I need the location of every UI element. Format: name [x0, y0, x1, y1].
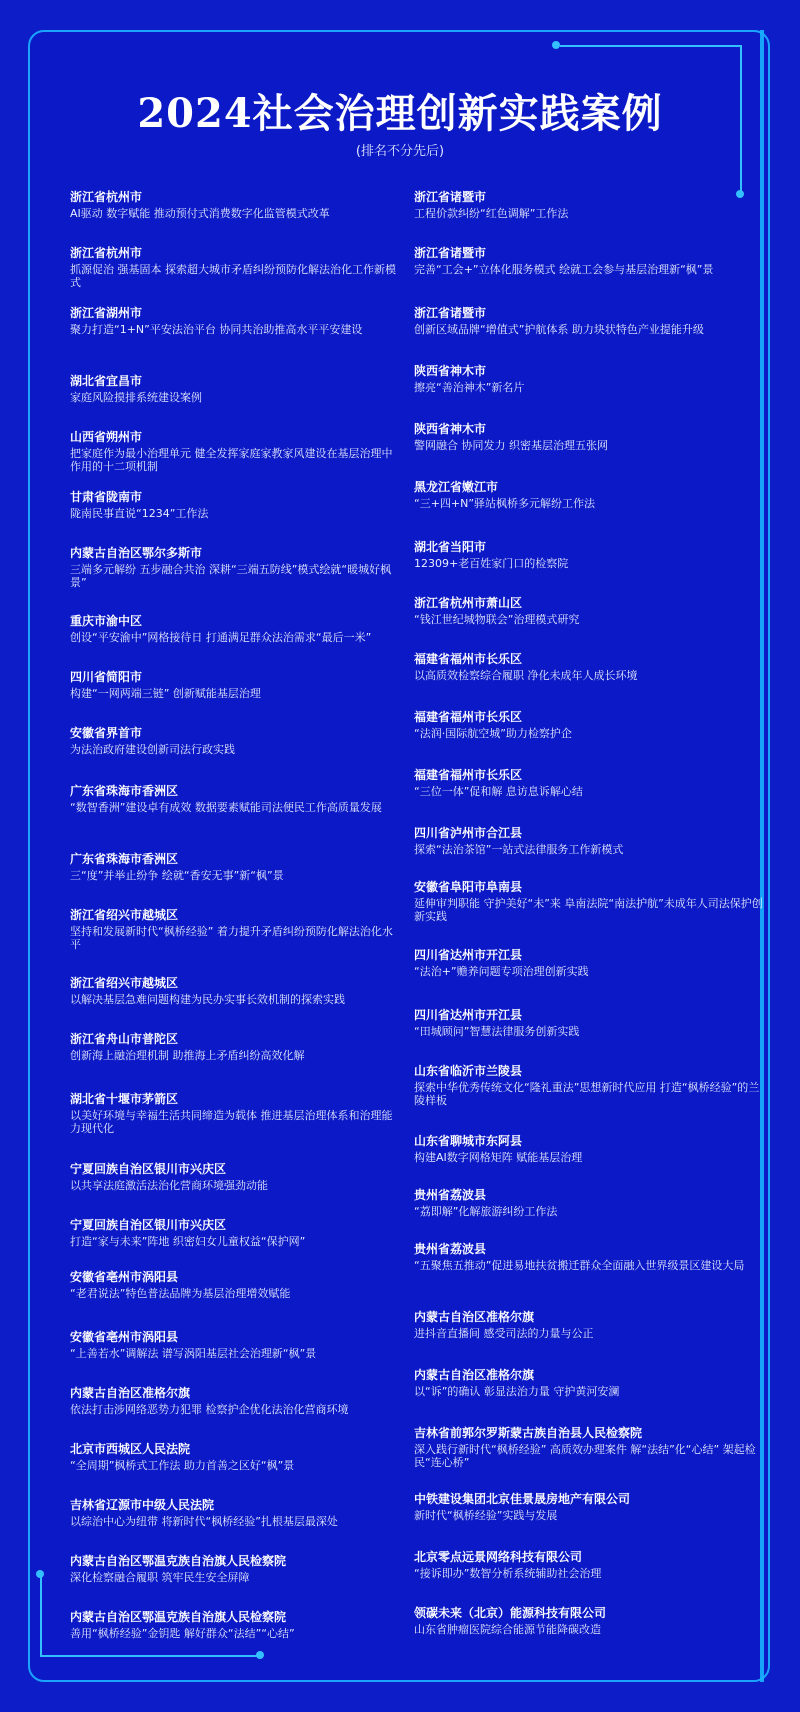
case-description: 以综治中心为纽带 将新时代“枫桥经验”扎根基层最深处: [70, 1515, 338, 1528]
case-description: 以解决基层急难问题构建为民办实事长效机制的探索实践: [70, 993, 345, 1006]
bottom-accent-vertical-line: [40, 1575, 42, 1655]
case-description: 以美好环境与幸福生活共同缔造为载体 推进基层治理体系和治理能力现代化: [70, 1109, 393, 1135]
case-description: 完善“工会+”立体化服务模式 绘就工会参与基层治理新“枫”景: [414, 263, 714, 276]
bottom-accent-line: [40, 1655, 260, 1657]
case-description: 坚持和发展新时代“枫桥经验” 着力提升矛盾纠纷预防化解法治化水平: [70, 925, 393, 951]
accent-dot: [36, 1570, 44, 1578]
case-location: 贵州省荔波县: [414, 1242, 487, 1256]
case-location: 福建省福州市长乐区: [414, 710, 523, 724]
case-item: [414, 1310, 764, 1340]
case-location: 安徽省亳州市涡阳县: [70, 1270, 179, 1284]
case-location: 内蒙古自治区鄂温克族自治旗人民检察院: [70, 1610, 287, 1624]
case-item: [70, 1092, 400, 1135]
case-description: 深化检察融合履职 筑牢民生安全屏障: [70, 1571, 250, 1584]
case-description: “全周期”枫桥式工作法 助力首善之区好“枫”景: [70, 1459, 295, 1472]
case-item: [414, 1550, 764, 1580]
case-item: [70, 1162, 400, 1192]
case-location: 福建省福州市长乐区: [414, 652, 523, 666]
case-location: 安徽省阜阳市阜南县: [414, 880, 523, 894]
case-item: [70, 246, 400, 289]
case-description: “三+四+N”驿站枫桥多元解纷工作法: [414, 497, 596, 510]
case-item: [414, 596, 764, 626]
case-item: [414, 880, 764, 923]
case-item: [70, 374, 400, 404]
case-item: [70, 306, 400, 336]
case-item: [70, 1554, 400, 1584]
case-item: [70, 1386, 400, 1416]
case-item: [414, 1606, 764, 1636]
case-location: 浙江省诸暨市: [414, 246, 487, 260]
case-location: 四川省泸州市合江县: [414, 826, 523, 840]
case-item: [70, 784, 400, 814]
case-description: 新时代“枫桥经验”实践与发展: [414, 1509, 558, 1522]
case-item: [414, 1134, 764, 1164]
case-location: 宁夏回族自治区银川市兴庆区: [70, 1162, 227, 1176]
case-description: 家庭风险摸排系统建设案例: [70, 391, 202, 404]
case-description: 创新海上融治理机制 助推海上矛盾纠纷高效化解: [70, 1049, 305, 1062]
case-item: [414, 306, 764, 336]
case-location: 湖北省当阳市: [414, 540, 487, 554]
case-description: 三“度”并举止纷争 绘就“香安无事”新“枫”景: [70, 869, 284, 882]
case-location: 四川省达州市开江县: [414, 948, 523, 962]
case-item: [70, 490, 400, 520]
case-item: [414, 1008, 764, 1038]
case-item: [414, 768, 764, 798]
case-location: 领碳未来（北京）能源科技有限公司: [414, 1606, 607, 1620]
case-description: 以高质效检察综合履职 净化未成年人成长环境: [414, 669, 638, 682]
case-description: “法润·国际航空城”助力检察护企: [414, 727, 572, 740]
case-description: 延伸审判职能 守护美好“未”来 阜南法院“南法护航”未成年人司法保护创新实践: [414, 897, 763, 923]
case-item: [70, 726, 400, 756]
case-location: 浙江省湖州市: [70, 306, 143, 320]
case-item: [70, 1218, 400, 1248]
case-description: 探索“法治茶馆”一站式法律服务工作新模式: [414, 843, 624, 856]
top-accent-line: [560, 45, 740, 47]
case-location: 贵州省荔波县: [414, 1188, 487, 1202]
case-location: 黑龙江省嫩江市: [414, 480, 499, 494]
case-description: 聚力打造“1+N”平安法治平台 协同共治助推高水平平安建设: [70, 323, 363, 336]
page-subtitle: (排名不分先后): [355, 144, 445, 159]
case-location: 内蒙古自治区准格尔旗: [70, 1386, 191, 1400]
case-location: 内蒙古自治区准格尔旗: [414, 1310, 535, 1324]
case-description: “数智香洲”建设卓有成效 数据要素赋能司法便民工作高质量发展: [70, 801, 382, 814]
case-location: 山东省临沂市兰陵县: [414, 1064, 523, 1078]
case-item: [70, 852, 400, 882]
case-description: “钱江世纪城物联会”治理模式研究: [414, 613, 580, 626]
case-description: “老君说法”特色普法品牌为基层治理增效赋能: [70, 1287, 291, 1300]
case-item: [414, 826, 764, 856]
case-location: 浙江省诸暨市: [414, 306, 487, 320]
case-location: 浙江省杭州市: [70, 190, 143, 204]
case-location: 四川省简阳市: [70, 670, 143, 684]
accent-dot: [256, 1651, 264, 1659]
case-description: 深入践行新时代“枫桥经验” 高质效办理案件 解“法结”化“心结” 架起检民“连心桥”: [414, 1443, 756, 1469]
case-item: [414, 652, 764, 682]
case-description: 进抖音直播间 感受司法的力量与公正: [414, 1327, 594, 1340]
case-item: [414, 1492, 764, 1522]
case-item: [414, 1426, 764, 1469]
case-item: [70, 430, 400, 473]
case-description: 依法打击涉网络恶势力犯罪 检察护企优化法治化营商环境: [70, 1403, 349, 1416]
case-item: [414, 710, 764, 740]
case-description: “法治+”赡养问题专项治理创新实践: [414, 965, 589, 978]
case-description: 工程价款纠纷“红色调解”工作法: [414, 207, 569, 220]
case-location: 山东省聊城市东阿县: [414, 1134, 523, 1148]
case-description: 三端多元解纷 五步融合共治 深耕“三端五防线”模式绘就“暖城好枫景”: [70, 563, 392, 589]
case-location: 内蒙古自治区准格尔旗: [414, 1368, 535, 1382]
case-item: [414, 422, 764, 452]
case-description: “上善若水”调解法 谱写涡阳基层社会治理新“枫”景: [70, 1347, 317, 1360]
case-item: [414, 1188, 764, 1218]
case-item: [414, 364, 764, 394]
case-location: 安徽省亳州市涡阳县: [70, 1330, 179, 1344]
case-description: 以“诉”的确认 彰显法治力量 守护黄河安澜: [414, 1385, 620, 1398]
case-item: [70, 1032, 400, 1062]
accent-dot: [552, 41, 560, 49]
case-item: [70, 1330, 400, 1360]
case-item: [70, 546, 400, 589]
case-item: [414, 1064, 764, 1107]
case-item: [414, 948, 764, 978]
case-location: 重庆市渝中区: [70, 614, 143, 628]
case-location: 陕西省神木市: [414, 364, 487, 378]
case-location: 陕西省神木市: [414, 422, 487, 436]
case-item: [414, 540, 764, 570]
case-item: [414, 1368, 764, 1398]
case-description: 抓源促治 强基固本 探索超大城市矛盾纠纷预防化解法治化工作新模式: [70, 263, 396, 289]
case-description: 探索中华优秀传统文化“隆礼重法”思想新时代应用 打造“枫桥经验”的兰陵样板: [414, 1081, 760, 1107]
case-description: “荔即解”化解旅游纠纷工作法: [414, 1205, 558, 1218]
case-item: [70, 1610, 400, 1640]
case-description: 12309+老百姓家门口的检察院: [414, 557, 569, 570]
case-location: 北京市西城区人民法院: [70, 1442, 191, 1456]
case-location: 浙江省绍兴市越城区: [70, 976, 179, 990]
case-location: 吉林省前郭尔罗斯蒙古族自治县人民检察院: [414, 1426, 643, 1440]
case-description: 构建AI数字网格矩阵 赋能基层治理: [414, 1151, 583, 1164]
case-location: 安徽省界首市: [70, 726, 143, 740]
page-title: 2024社会治理创新实践案例: [137, 90, 663, 137]
case-description: “田城顾问”智慧法律服务创新实践: [414, 1025, 580, 1038]
case-description: “接诉即办”数智分析系统辅助社会治理: [414, 1567, 602, 1580]
case-location: 内蒙古自治区鄂尔多斯市: [70, 546, 203, 560]
case-description: 善用“枫桥经验”金钥匙 解好群众“法结”“心结”: [70, 1627, 295, 1640]
case-location: 浙江省诸暨市: [414, 190, 487, 204]
case-description: AI驱动 数字赋能 推动预付式消费数字化监管模式改革: [70, 207, 330, 220]
case-location: 甘肃省陇南市: [70, 490, 143, 504]
case-location: 广东省珠海市香洲区: [70, 784, 179, 798]
case-item: [414, 1242, 764, 1272]
case-location: 宁夏回族自治区银川市兴庆区: [70, 1218, 227, 1232]
case-description: “五聚焦五推动”促进易地扶贫搬迁群众全面融入世界级景区建设大局: [414, 1259, 745, 1272]
case-description: 警网融合 协同发力 织密基层治理五张网: [414, 439, 608, 452]
case-description: 陇南民事直说“1234”工作法: [70, 507, 209, 520]
case-location: 浙江省绍兴市越城区: [70, 908, 179, 922]
case-description: 打造“家与未来”阵地 织密妇女儿童权益“保护网”: [70, 1235, 306, 1248]
case-item: [414, 480, 764, 510]
case-description: 创新区域品牌“增值式”护航体系 助力块状特色产业提能升级: [414, 323, 704, 336]
case-location: 湖北省宜昌市: [70, 374, 143, 388]
case-description: 山东省肿瘤医院综合能源节能降碳改造: [414, 1623, 601, 1636]
case-item: [70, 1498, 400, 1528]
case-location: 浙江省杭州市: [70, 246, 143, 260]
case-location: 中铁建设集团北京佳景晟房地产有限公司: [414, 1492, 631, 1506]
case-description: 为法治政府建设创新司法行政实践: [70, 743, 235, 756]
case-location: 浙江省舟山市普陀区: [70, 1032, 179, 1046]
case-location: 内蒙古自治区鄂温克族自治旗人民检察院: [70, 1554, 287, 1568]
case-location: 吉林省辽源市中级人民法院: [70, 1498, 215, 1512]
case-item: [70, 908, 400, 951]
case-item: [414, 246, 764, 276]
case-description: 把家庭作为最小治理单元 健全发挥家庭家教家风建设在基层治理中作用的十二项机制: [70, 447, 393, 473]
case-item: [70, 1270, 400, 1300]
case-item: [70, 670, 400, 700]
case-description: 以共享法庭激活法治化营商环境强劲动能: [70, 1179, 268, 1192]
case-description: 构建“一网两端三链” 创新赋能基层治理: [70, 687, 261, 700]
case-location: 广东省珠海市香洲区: [70, 852, 179, 866]
case-description: 创设“平安渝中”网格接待日 打通满足群众法治需求“最后一米”: [70, 631, 372, 644]
case-location: 山西省朔州市: [70, 430, 143, 444]
case-location: 四川省达州市开江县: [414, 1008, 523, 1022]
case-description: “三位一体”促和解 息访息诉解心结: [414, 785, 583, 798]
case-item: [70, 614, 400, 644]
case-location: 浙江省杭州市萧山区: [414, 596, 523, 610]
case-item: [70, 1442, 400, 1472]
case-location: 北京零点远景网络科技有限公司: [414, 1550, 583, 1564]
case-item: [70, 190, 400, 220]
case-description: 擦亮“善治神木”新名片: [414, 381, 525, 394]
case-location: 湖北省十堰市茅箭区: [70, 1092, 179, 1106]
case-item: [70, 976, 400, 1006]
case-location: 福建省福州市长乐区: [414, 768, 523, 782]
case-item: [414, 190, 764, 220]
